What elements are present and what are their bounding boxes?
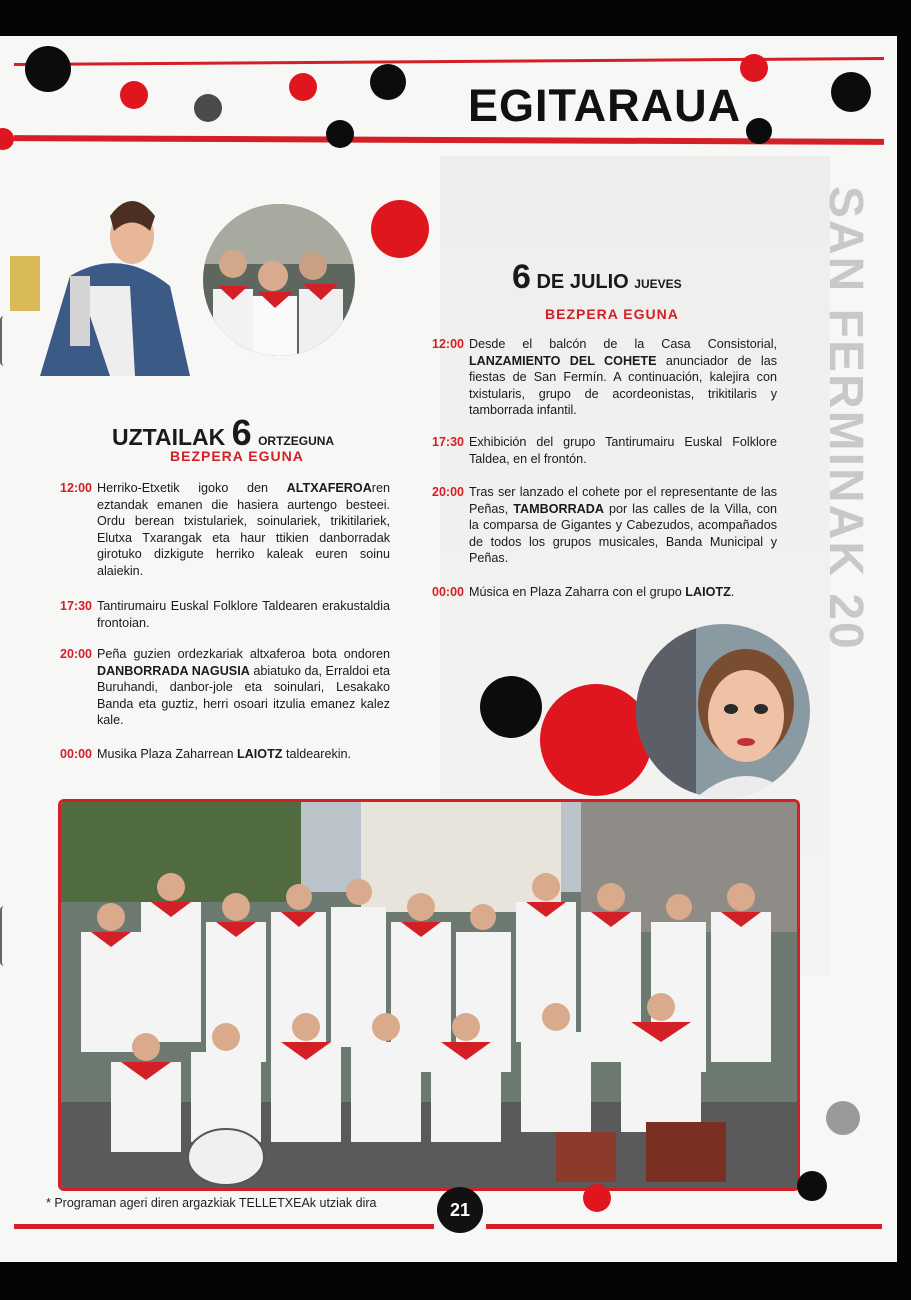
left-heading-word: UZTAILAK — [112, 424, 226, 450]
left-item — [60, 646, 390, 729]
right-item — [432, 336, 777, 419]
item-time: 00:00 — [60, 747, 92, 761]
item-text: Peña guzien ordezkariak altxaferoa bota ondoren DANBORRADA NAGUSIA abiatuko da, Erraldoi eta Buruhandi, danbor-jole eta soinulari, Lesakako Banda eta guztiz, herri osoari itzulia emanez kalez kale. — [96, 647, 390, 727]
decor-dot — [583, 1184, 611, 1212]
right-heading-number: 6 — [512, 258, 531, 296]
decor-dot — [480, 676, 542, 738]
left-item — [60, 598, 390, 631]
left-heading-number: 6 — [231, 412, 252, 453]
decor-dot — [25, 46, 71, 92]
decor-dot — [370, 64, 406, 100]
right-subheading: BEZPERA EGUNA — [545, 306, 679, 322]
decor-dot — [0, 128, 14, 150]
item-time: 00:00 — [432, 585, 464, 599]
magazine-page — [0, 36, 897, 1262]
decor-dot — [540, 684, 652, 796]
item-time: 12:00 — [432, 337, 464, 351]
left-heading-day: ORTZEGUNA — [258, 434, 335, 448]
decor-dot — [740, 54, 768, 82]
right-heading-word: DE JULIO — [536, 271, 629, 293]
footer-red-line — [486, 1224, 882, 1229]
right-heading-day: JUEVES — [634, 277, 682, 291]
item-text: Tras ser lanzado el cohete por el representante de las Peñas, TAMBORRADA por las calles de la Villa, con la comparsa de Gigantes y Cabezudos, acompañados de todos los grupos musicales, Banda Municipal y Peñas. — [468, 485, 777, 565]
sidebar-vertical-text: SAN FERMINAK 20 — [819, 186, 872, 651]
decor-dot — [326, 120, 354, 148]
item-text: Exhibición del grupo Tantirumairu Euskal Folklore Taldea, en el frontón. — [468, 435, 777, 466]
decor-dot — [194, 94, 222, 122]
item-text: Tantirumairu Euskal Folklore Taldearen erakustaldia frontoian. — [96, 599, 390, 630]
item-text: Música en Plaza Zaharra con el grupo LAIOTZ. — [468, 585, 735, 599]
left-subheading: BEZPERA EGUNA — [170, 448, 304, 464]
giant-figure-photo — [10, 176, 200, 376]
item-time: 17:30 — [60, 599, 92, 613]
giant-head-circle-photo — [636, 624, 810, 798]
decor-dot — [371, 200, 429, 258]
page-title: EGITARAUA — [468, 80, 742, 131]
right-heading — [512, 258, 682, 297]
decor-dot — [120, 81, 148, 109]
decor-dot — [746, 118, 772, 144]
item-time: 17:30 — [432, 435, 464, 449]
decor-dot — [289, 73, 317, 101]
photo-credit-note: * Programan ageri diren argazkiak TELLETXEAk utziak dira — [46, 1196, 377, 1210]
left-item — [60, 746, 390, 763]
right-item — [432, 484, 777, 567]
decor-dot — [826, 1101, 860, 1135]
right-item — [432, 434, 777, 467]
decor-dot — [797, 1171, 827, 1201]
footer-red-line — [14, 1224, 434, 1229]
item-text: Herriko-Etxetik igoko den ALTXAFEROAren eztandak emanen die hasiera aurtengo besteei. Ordu berean txistulariek, soinulariek, trikitilariek, Elutxa Txarangak eta haur ttikien danborradak girotuko dizkigute herriko kaleak euren soinu alaiekin. — [96, 481, 390, 578]
left-item — [60, 480, 390, 579]
page-number: 21 — [437, 1187, 483, 1233]
item-text: Musika Plaza Zaharrean LAIOTZ taldearekin. — [96, 747, 352, 761]
decor-dot — [831, 72, 871, 112]
binding-mark — [0, 906, 12, 966]
right-item — [432, 584, 777, 601]
item-text: Desde el balcón de la Casa Consistorial, LANZAMIENTO DEL COHETE anunciador de las fiestas de San Fermín. A continuación, kalejira con txistularis, grupo de acordeonistas, trikitilaris y tamborrada infantil. — [468, 337, 777, 417]
musicians-circle-photo — [203, 204, 355, 356]
item-time: 20:00 — [60, 647, 92, 661]
item-time: 20:00 — [432, 485, 464, 499]
item-time: 12:00 — [60, 481, 92, 495]
group-photo — [58, 799, 800, 1191]
